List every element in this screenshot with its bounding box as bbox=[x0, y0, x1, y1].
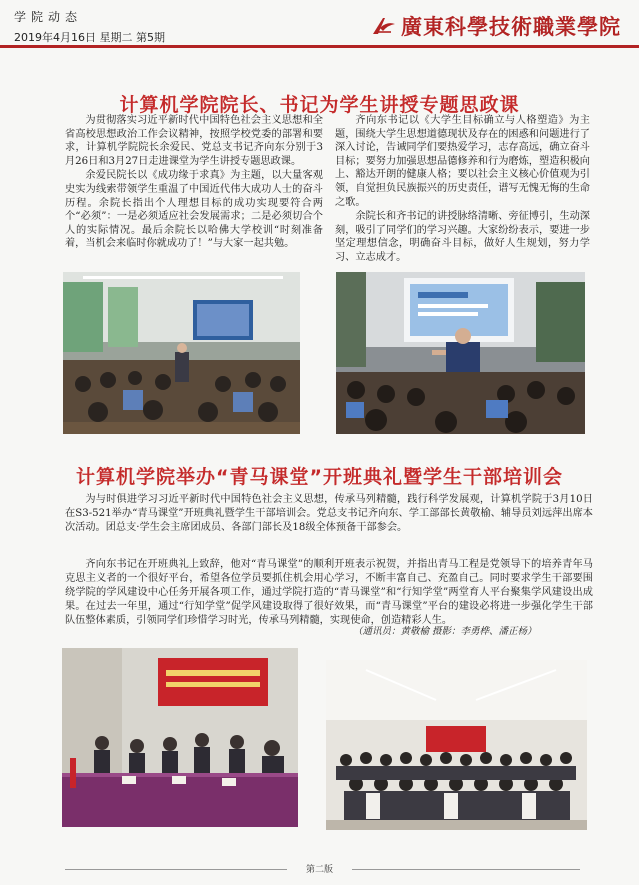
header-rule bbox=[0, 45, 639, 48]
ceremony-photo-image bbox=[62, 648, 298, 827]
article1-paragraph: 为贯彻落实习近平新时代中国特色社会主义思想和全省高校思想政治工作会议精神，按照学校党委的部署和要求，计算机学院院长余爱民、党总支书记齐向东分别于3月26日和3月27日走进课堂为学生讲授专题思政课。 bbox=[65, 115, 323, 167]
section-label: 学院动态 bbox=[14, 10, 83, 24]
speaker-photo-image bbox=[336, 272, 585, 434]
classroom-photo-image bbox=[63, 272, 300, 434]
article2-paragraph: 为与时俱进学习习近平新时代中国特色社会主义思想，传承马列精髓，践行科学发展观，计算机学院于3月10日在S3-521举办“青马课堂”开班典礼暨学生干部培训会。党总支书记齐向东、学工部部长黄敬榆、辅导员刘远萍出席本次活动。团总支·学生会主席团成员、各部门部长及18级全体预备干部参会。 bbox=[65, 494, 593, 533]
article1-paragraph: 余爱民院长以《成功缘于求真》为主题，以大量客观史实为线索带领学生重温了中国近代伟大成功人士的奋斗历程。余院长指出个人理想目标的成功实现要符合两个“必须”：一是必须适应社会发展需求；二是必须切合个人的实际情况。最后余院长以哈佛大学校训“时刻准备着，当机会来临时你就成功了！”与大家一起共勉。 bbox=[65, 170, 323, 250]
header-left bbox=[14, 8, 165, 45]
article2-paragraph-2 bbox=[65, 558, 593, 628]
article1-column-right bbox=[335, 114, 590, 265]
article2-paragraph-1 bbox=[65, 493, 593, 535]
article1-title: 计算机学院院长、书记为学生讲授专题思政课 bbox=[119, 94, 520, 116]
page-number: 第二版 bbox=[305, 865, 333, 875]
article2-credit: （通讯员：黄敬榆 摄影：李勇桦、潘正杨） bbox=[353, 626, 537, 637]
school-branding bbox=[371, 11, 621, 41]
group-photo-image bbox=[326, 660, 587, 830]
photo-lecture-classroom bbox=[63, 272, 300, 434]
photo-speaker bbox=[336, 272, 585, 434]
photo-ceremony-table bbox=[62, 648, 298, 827]
article1-paragraph: 齐向东书记以《大学生目标确立与人格塑造》为主题，围绕大学生思想道德现状及存在的困惑和问题进行了深入讨论，告诫同学们要热爱学习，志存高远，确立奋斗目标；要努力加强思想品德修养和行为磨炼，塑造积极向上、豁达开朗的健康人格；要以社会主义核心价值观为引领，自觉担负民族振兴的历史责任，谱写无愧无悔的生命之歌。 bbox=[335, 115, 590, 208]
photo-group bbox=[326, 660, 587, 830]
issue-date: 2019年4月16日 星期二 第5期 bbox=[14, 31, 165, 44]
school-name: 廣東科學技術職業學院 bbox=[401, 14, 621, 39]
article1-column-left bbox=[65, 114, 323, 251]
article2-title: 计算机学院举办“青马课堂”开班典礼暨学生干部培训会 bbox=[76, 466, 563, 488]
article1-paragraph: 余院长和齐书记的讲授脉络清晰、旁征博引，生动深刻，吸引了同学们的学习兴趣。大家纷纷表示，要进一步坚定理想信念，明确奋斗目标，做好人生规划，努力学习、立志成才。 bbox=[335, 211, 590, 263]
footer-rule-right bbox=[352, 869, 580, 870]
article2-paragraph: 齐向东书记在开班典礼上致辞，他对“青马课堂”的顺利开班表示祝贺，并指出青马工程是党领导下的培养青年马克思主义者的一个很好平台，希望各位学员要抓住机会用心学习，不断丰富自己、充盈自己。同时要求学生干部要围绕学院的学风建设中心任务开展各项工作，通过学院打造的“青马课堂”和“行知学堂”两堂育人平台聚集学风建设出成果。在过去一年里，通过“行知学堂”促学风建设取得了很好效果，而“青马课堂”平台的建设必将进一步强化学生干部队伍整体素质，引领同学们珍惜学习时光，传承马列精髓，实现使命，创造精彩人生。 bbox=[65, 559, 593, 626]
school-logo-icon bbox=[371, 15, 397, 37]
